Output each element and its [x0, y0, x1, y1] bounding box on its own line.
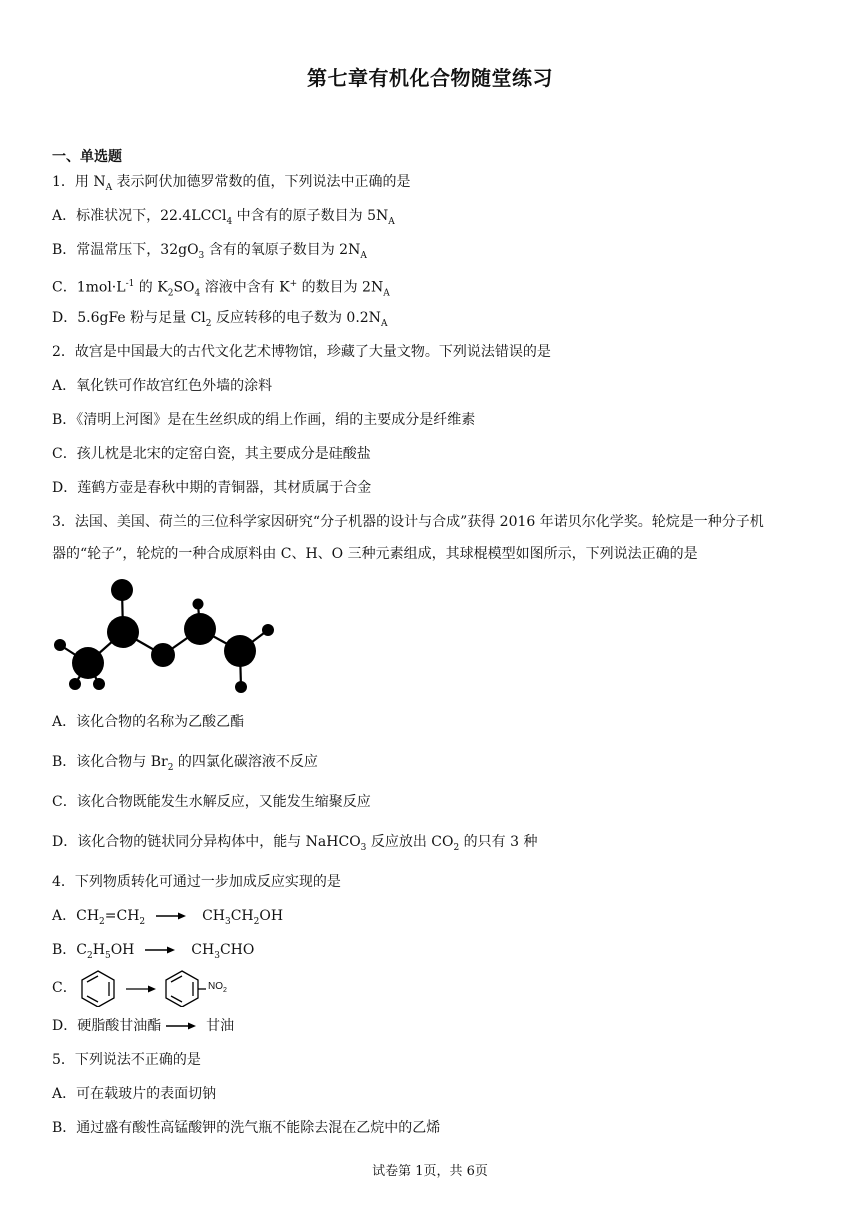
oxygen-atom: [111, 579, 133, 601]
carbon-atom: [107, 616, 139, 648]
q1-option-b: B．常温常压下，$32gO_3$ 含有的氧原子数目为 $2N_A$: [52, 242, 367, 261]
page-footer: 试卷第 1页，共 6页: [372, 1164, 488, 1179]
q3-option-d: D．该化合物的链状同分异构体中，能与 NaHCO$_3$ 反应放出 $CO_2$ 的只有 3 种: [52, 834, 538, 853]
q5-option-a: A．可在载玻片的表面切钠: [52, 1086, 217, 1102]
q2-option-b: B．《清明上河图》是在生丝织成的绢上作画，绢的主要成分是纤维素: [52, 412, 476, 428]
hydrogen-atom: [69, 678, 81, 690]
reaction-arrow-icon: [156, 912, 186, 920]
q5-option-b: B．通过盛有酸性高锰酸钾的洗气瓶不能除去混在乙烷中的乙烯: [52, 1120, 441, 1136]
q3-option-b: B．该化合物与 $Br_2$ 的四氯化碳溶液不反应: [52, 754, 318, 773]
q3-stem-line1: 3．法国、美国、荷兰的三位科学家因研究“分子机器的设计与合成”获得 2016 年诺贝尔化学奖。轮烷是一种分子机: [52, 514, 764, 530]
carbon-atom: [184, 613, 216, 645]
q1-option-c: C．$1mol\cdot L^{-1}$ 的 $K_2SO_4$ 溶液中含有 K+ 的数目为 $2N_A$: [52, 279, 390, 299]
hydrogen-atom: [93, 678, 105, 690]
carbon-atom: [224, 635, 256, 667]
ball-and-stick-model: [48, 576, 288, 700]
hydrogen-atom: [193, 599, 204, 610]
reaction-arrow-icon: [148, 986, 156, 993]
hydrogen-atom: [235, 681, 247, 693]
oxygen-atom: [151, 643, 175, 667]
section-heading: 一、单选题: [52, 149, 122, 165]
q1-option-d: D．5.6gFe 粉与足量 $Cl_2$ 反应转移的电子数为 $0.2N_A$: [52, 310, 388, 329]
page-title: 第七章有机化合物随堂练习: [307, 66, 553, 90]
q1-stem: 1．用 $N_A$ 表示阿伏加德罗常数的值，下列说法中正确的是: [52, 174, 411, 193]
q3-option-a: A．该化合物的名称为乙酸乙酯: [52, 714, 245, 730]
q4-option-a: A．$CH_2=CH_2$ $CH_3CH_2OH$: [52, 908, 284, 927]
hydrogen-atom: [262, 624, 274, 636]
q1-option-a: A．标准状况下，22.4LCCl$_4$ 中含有的原子数目为 $5N_A$: [52, 208, 395, 227]
q2-option-c: C．孩儿枕是北宋的定窑白瓷，其主要成分是硅酸盐: [52, 446, 371, 462]
q2-option-a: A．氧化铁可作故宫红色外墙的涂料: [52, 378, 273, 394]
reaction-arrow-icon: [166, 1022, 196, 1030]
carbon-atom: [72, 647, 104, 679]
q2-stem: 2．故宫是中国最大的古代文化艺术博物馆，珍藏了大量文物。下列说法错误的是: [52, 344, 551, 360]
q3-option-c: C．该化合物既能发生水解反应，又能发生缩聚反应: [52, 794, 371, 810]
q5-stem: 5．下列说法不正确的是: [52, 1052, 201, 1068]
q2-option-d: D．莲鹤方壶是春秋中期的青铜器，其材质属于合金: [52, 480, 372, 496]
q4-option-c: C．: [52, 980, 77, 996]
nitro-group-label: $NO_2$: [208, 981, 227, 994]
q4-option-b: B．$C_2H_5OH$ $CH_3CHO$: [52, 942, 255, 961]
q3-stem-line2: 器的“轮子”，轮烷的一种合成原料由 C、H、O 三种元素组成，其球棍模型如图所示，下列说法正确的是: [52, 546, 698, 562]
q4-option-d: D．硬脂酸甘油酯 甘油: [52, 1018, 235, 1034]
q4-stem: 4．下列物质转化可通过一步加成反应实现的是: [52, 874, 341, 890]
reaction-arrow-icon: [145, 946, 175, 954]
hydrogen-atom: [54, 639, 66, 651]
